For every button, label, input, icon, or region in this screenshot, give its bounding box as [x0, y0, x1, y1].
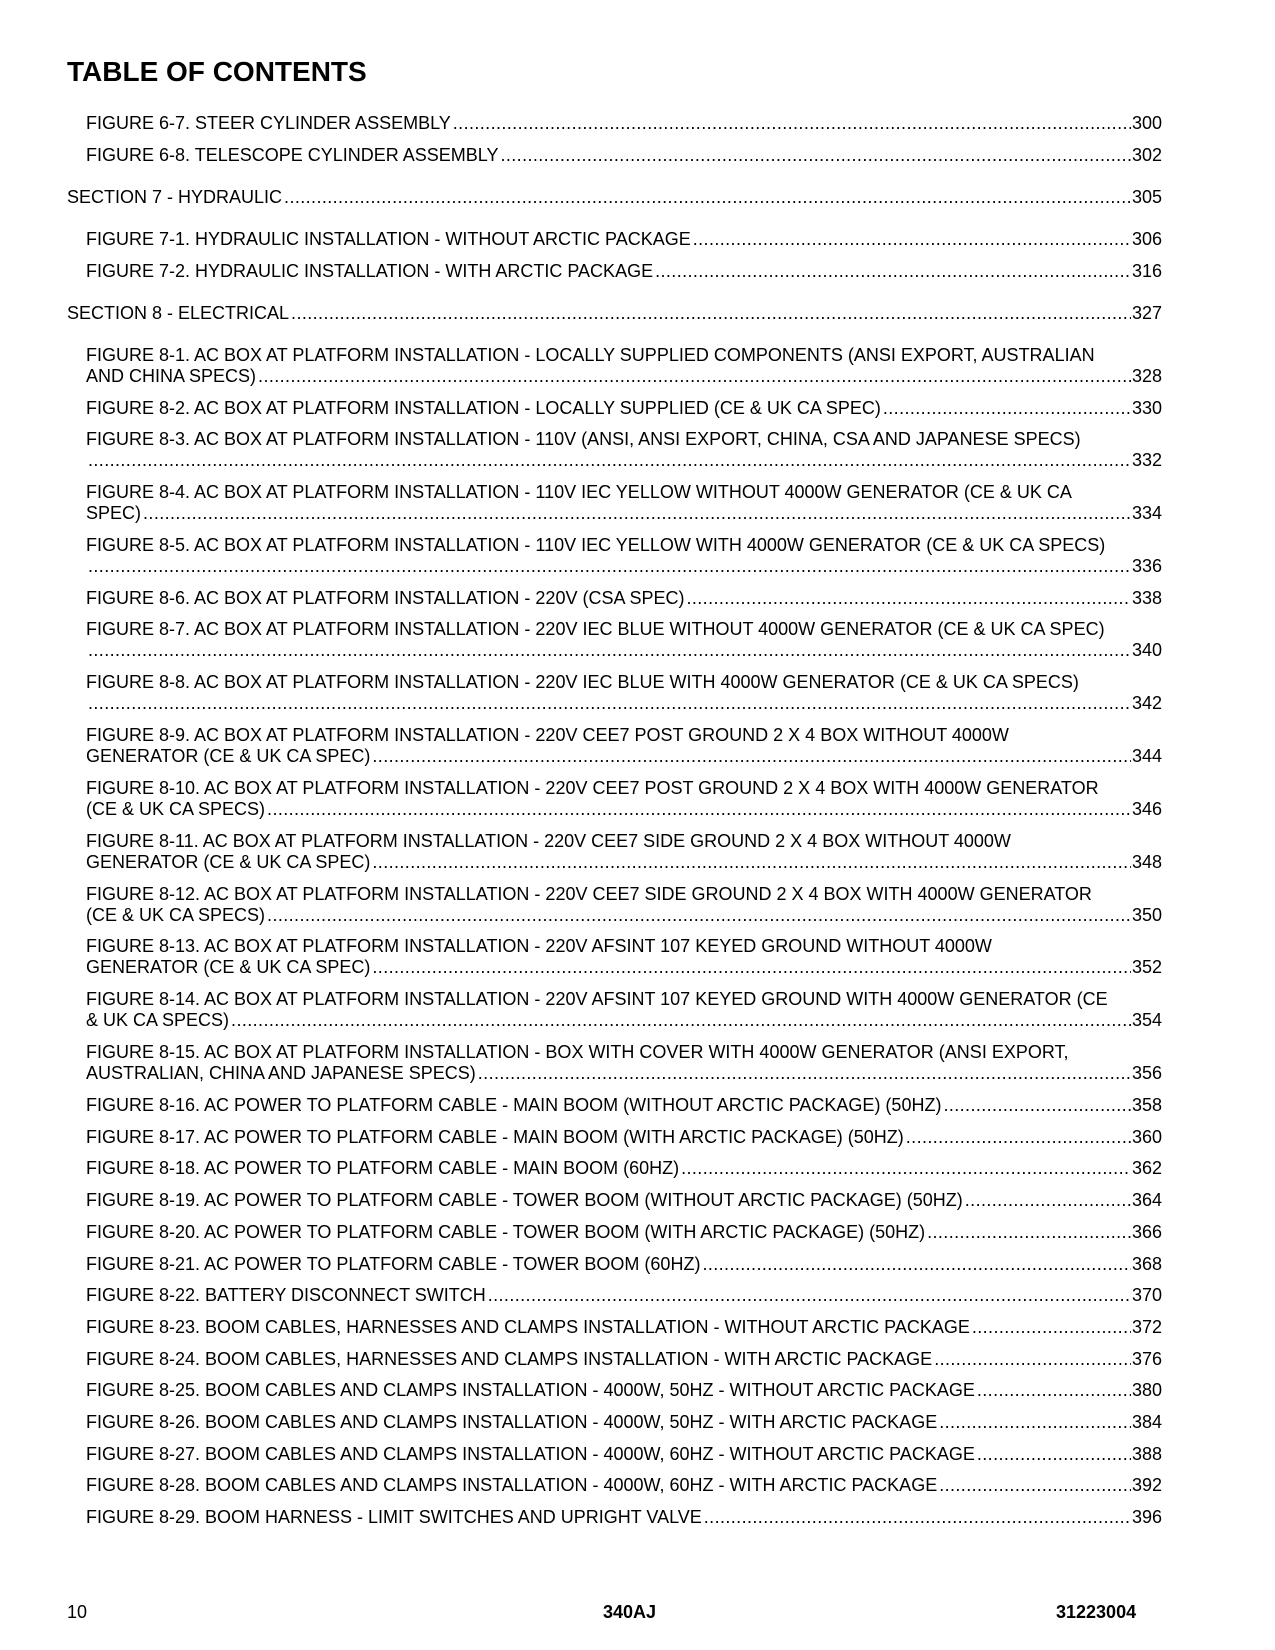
- toc-page-number: 340: [1131, 640, 1162, 660]
- toc-page-number: 352: [1131, 957, 1162, 977]
- toc-page-number: 350: [1131, 905, 1162, 925]
- dot-leader: [686, 588, 1130, 609]
- toc-figure-entry[interactable]: [86, 482, 1162, 524]
- toc-entry-title: FIGURE 7-1. HYDRAULIC INSTALLATION - WITHOUT ARCTIC PACKAGE: [86, 229, 691, 249]
- dot-leader: [883, 398, 1131, 419]
- dot-leader: [939, 1412, 1131, 1433]
- toc-figure-entry[interactable]: [86, 1095, 1162, 1116]
- toc-entry-title: FIGURE 8-1. AC BOX AT PLATFORM INSTALLATION - LOCALLY SUPPLIED COMPONENTS (ANSI EXPORT, AUSTRALIAN: [86, 345, 1095, 365]
- toc-page-number: 327: [1131, 303, 1162, 323]
- dot-leader: [267, 905, 1131, 926]
- toc-entry-title: FIGURE 8-6. AC BOX AT PLATFORM INSTALLATION - 220V (CSA SPEC): [86, 588, 685, 608]
- toc-entry-title: FIGURE 8-13. AC BOX AT PLATFORM INSTALLATION - 220V AFSINT 107 KEYED GROUND WITHOUT 4000W: [86, 936, 992, 956]
- toc-entry-title: FIGURE 8-23. BOOM CABLES, HARNESSES AND CLAMPS INSTALLATION - WITHOUT ARCTIC PACKAGE: [86, 1317, 970, 1337]
- footer-page-number: 10: [67, 1602, 88, 1622]
- toc-page-number: 358: [1131, 1095, 1162, 1115]
- toc-page-number: 356: [1131, 1063, 1162, 1083]
- toc-entry-title: FIGURE 8-10. AC BOX AT PLATFORM INSTALLATION - 220V CEE7 POST GROUND 2 X 4 BOX WITH 4000W GENERATOR: [86, 778, 1099, 798]
- toc-figure-entry[interactable]: [86, 1042, 1162, 1084]
- dot-leader: [372, 852, 1131, 873]
- dot-leader: [453, 113, 1131, 134]
- toc-figure-entry[interactable]: [86, 936, 1162, 978]
- footer-model: 340AJ: [603, 1602, 657, 1622]
- toc-page-number: 330: [1131, 398, 1162, 418]
- toc-entry-title: FIGURE 8-19. AC POWER TO PLATFORM CABLE - TOWER BOOM (WITHOUT ARCTIC PACKAGE) (50HZ): [86, 1190, 963, 1210]
- toc-figure-entry[interactable]: [86, 1412, 1162, 1433]
- toc-page-number: 372: [1131, 1317, 1162, 1337]
- toc-figure-entry[interactable]: [86, 398, 1162, 419]
- dot-leader: [88, 556, 1131, 577]
- toc-figure-entry[interactable]: [86, 1317, 1162, 1338]
- toc-entry-title: FIGURE 8-3. AC BOX AT PLATFORM INSTALLATION - 110V (ANSI, ANSI EXPORT, CHINA, CSA AND JAPANESE SPECS): [86, 429, 1081, 449]
- toc-entry-title: GENERATOR (CE & UK CA SPEC): [86, 957, 371, 977]
- toc-entry-title: GENERATOR (CE & UK CA SPEC): [86, 746, 371, 766]
- toc-figure-entry[interactable]: [86, 1444, 1162, 1465]
- toc-entry-title: FIGURE 8-16. AC POWER TO PLATFORM CABLE - MAIN BOOM (WITHOUT ARCTIC PACKAGE) (50HZ): [86, 1095, 942, 1115]
- dot-leader: [693, 229, 1131, 250]
- toc-entry-title: (CE & UK CA SPECS): [86, 799, 266, 819]
- toc-page-number: 364: [1131, 1190, 1162, 1210]
- dot-leader: [943, 1095, 1131, 1116]
- toc-page-number: 384: [1131, 1412, 1162, 1432]
- toc-page-number: 368: [1131, 1254, 1162, 1274]
- toc-entry-title: SECTION 8 - ELECTRICAL: [67, 303, 290, 323]
- dot-leader: [704, 1507, 1131, 1528]
- toc-figure-entry[interactable]: [86, 725, 1162, 767]
- dot-leader: [965, 1190, 1131, 1211]
- dot-leader: [88, 640, 1131, 661]
- toc-entry-title: FIGURE 8-26. BOOM CABLES AND CLAMPS INSTALLATION - 4000W, 50HZ - WITH ARCTIC PACKAGE: [86, 1412, 938, 1432]
- toc-entry-title: FIGURE 8-11. AC BOX AT PLATFORM INSTALLATION - 220V CEE7 SIDE GROUND 2 X 4 BOX WITHOUT 4000W: [86, 831, 1011, 851]
- toc-page-number: 380: [1131, 1380, 1162, 1400]
- toc-figure-entry[interactable]: [86, 1285, 1162, 1306]
- toc-entry-title: FIGURE 8-18. AC POWER TO PLATFORM CABLE - MAIN BOOM (60HZ): [86, 1158, 680, 1178]
- toc-page-number: 354: [1131, 1010, 1162, 1030]
- dot-leader: [977, 1444, 1131, 1465]
- toc-figure-entry[interactable]: [86, 1254, 1162, 1275]
- toc-figure-entry[interactable]: [86, 429, 1162, 471]
- toc-entry-title: SPEC): [86, 503, 142, 523]
- toc-entry-title: GENERATOR (CE & UK CA SPEC): [86, 852, 371, 872]
- toc-figure-entry[interactable]: [86, 778, 1162, 820]
- toc-figure-entry[interactable]: [86, 1380, 1162, 1401]
- toc-entry-title: SECTION 7 - HYDRAULIC: [67, 187, 283, 207]
- toc-page-number: 300: [1131, 113, 1162, 133]
- toc-page-number: 388: [1131, 1444, 1162, 1464]
- dot-leader: [655, 261, 1131, 282]
- toc-figure-entry[interactable]: [86, 229, 1162, 250]
- toc-figure-entry[interactable]: [86, 261, 1162, 282]
- toc-entry-title: FIGURE 8-9. AC BOX AT PLATFORM INSTALLATION - 220V CEE7 POST GROUND 2 X 4 BOX WITHOUT 4000W: [86, 725, 1009, 745]
- toc-page-number: 366: [1131, 1222, 1162, 1242]
- toc-page-number: 316: [1131, 261, 1162, 281]
- toc-page-number: 334: [1131, 503, 1162, 523]
- dot-leader: [284, 187, 1131, 208]
- toc-entry-title: FIGURE 8-21. AC POWER TO PLATFORM CABLE - TOWER BOOM (60HZ): [86, 1254, 701, 1274]
- toc-page-number: 336: [1131, 556, 1162, 576]
- dot-leader: [939, 1475, 1131, 1496]
- toc-figure-entry[interactable]: [86, 619, 1162, 661]
- dot-leader: [702, 1254, 1131, 1275]
- toc-page-number: 344: [1131, 746, 1162, 766]
- toc-section-entry[interactable]: [67, 303, 1162, 324]
- toc-entry-title: FIGURE 8-28. BOOM CABLES AND CLAMPS INSTALLATION - 4000W, 60HZ - WITH ARCTIC PACKAGE: [86, 1475, 938, 1495]
- toc-figure-entry[interactable]: [86, 113, 1162, 134]
- toc-figure-entry[interactable]: [86, 1507, 1162, 1528]
- dot-leader: [231, 1010, 1131, 1031]
- dot-leader: [478, 1063, 1131, 1084]
- toc-entry-title: FIGURE 8-2. AC BOX AT PLATFORM INSTALLATION - LOCALLY SUPPLIED (CE & UK CA SPEC): [86, 398, 881, 418]
- toc-figure-entry[interactable]: [86, 1158, 1162, 1179]
- toc-entry-title: FIGURE 8-24. BOOM CABLES, HARNESSES AND CLAMPS INSTALLATION - WITH ARCTIC PACKAGE: [86, 1349, 933, 1369]
- toc-page-number: 376: [1131, 1349, 1162, 1369]
- dot-leader: [927, 1222, 1131, 1243]
- toc-page-number: 305: [1131, 187, 1162, 207]
- toc-entry-title: FIGURE 8-17. AC POWER TO PLATFORM CABLE - MAIN BOOM (WITH ARCTIC PACKAGE) (50HZ): [86, 1127, 904, 1147]
- toc-page-number: 392: [1131, 1475, 1162, 1495]
- toc-entry-title: FIGURE 8-8. AC BOX AT PLATFORM INSTALLATION - 220V IEC BLUE WITH 4000W GENERATOR (CE & UK CA SPECS): [86, 672, 1079, 692]
- toc-page-number: 302: [1131, 145, 1162, 165]
- toc-figure-entry[interactable]: [86, 672, 1162, 714]
- toc-entry-title: FIGURE 7-2. HYDRAULIC INSTALLATION - WITH ARCTIC PACKAGE: [86, 261, 654, 281]
- toc-figure-entry[interactable]: [86, 1190, 1162, 1211]
- footer-doc-number: 31223004: [1056, 1602, 1137, 1622]
- dot-leader: [258, 366, 1131, 387]
- page-title: TABLE OF CONTENTS: [67, 56, 367, 87]
- toc-figure-entry[interactable]: [86, 588, 1162, 609]
- toc-figure-entry[interactable]: [86, 345, 1162, 387]
- dot-leader: [906, 1127, 1131, 1148]
- dot-leader: [372, 957, 1131, 978]
- toc-page-number: 362: [1131, 1158, 1162, 1178]
- dot-leader: [88, 693, 1131, 714]
- toc-entry-title: FIGURE 8-27. BOOM CABLES AND CLAMPS INSTALLATION - 4000W, 60HZ - WITHOUT ARCTIC PACKAGE: [86, 1444, 975, 1464]
- dot-leader: [488, 1285, 1131, 1306]
- dot-leader: [500, 145, 1130, 166]
- toc-figure-entry[interactable]: [86, 1349, 1162, 1370]
- toc-entry-title: FIGURE 8-12. AC BOX AT PLATFORM INSTALLATION - 220V CEE7 SIDE GROUND 2 X 4 BOX WITH 4000W GENERATOR: [86, 884, 1092, 904]
- toc-figure-entry[interactable]: [86, 1475, 1162, 1496]
- toc-page-number: 342: [1131, 693, 1162, 713]
- toc-entry-title: FIGURE 6-8. TELESCOPE CYLINDER ASSEMBLY: [86, 145, 499, 165]
- toc-page-number: 346: [1131, 799, 1162, 819]
- toc-entry-title: FIGURE 8-22. BATTERY DISCONNECT SWITCH: [86, 1285, 486, 1305]
- dot-leader: [88, 450, 1131, 471]
- dot-leader: [143, 503, 1131, 524]
- toc-entry-title: FIGURE 8-20. AC POWER TO PLATFORM CABLE - TOWER BOOM (WITH ARCTIC PACKAGE) (50HZ): [86, 1222, 926, 1242]
- toc-entry-title: FIGURE 8-15. AC BOX AT PLATFORM INSTALLATION - BOX WITH COVER WITH 4000W GENERATOR (ANSI EXPORT,: [86, 1042, 1069, 1062]
- toc-figure-entry[interactable]: [86, 535, 1162, 577]
- toc-figure-entry[interactable]: [86, 831, 1162, 873]
- toc-page-number: 370: [1131, 1285, 1162, 1305]
- toc-figure-entry[interactable]: [86, 884, 1162, 926]
- toc-entry-title: FIGURE 8-29. BOOM HARNESS - LIMIT SWITCHES AND UPRIGHT VALVE: [86, 1507, 702, 1527]
- dot-leader: [977, 1380, 1131, 1401]
- dot-leader: [291, 303, 1131, 324]
- toc-entry-title: FIGURE 8-7. AC BOX AT PLATFORM INSTALLATION - 220V IEC BLUE WITHOUT 4000W GENERATOR (CE & UK CA SPEC): [86, 619, 1105, 639]
- toc-page-number: 328: [1131, 366, 1162, 386]
- toc-entry-title: FIGURE 8-14. AC BOX AT PLATFORM INSTALLATION - 220V AFSINT 107 KEYED GROUND WITH 4000W GENERATOR (CE: [86, 989, 1108, 1009]
- toc-figure-entry[interactable]: [86, 145, 1162, 166]
- toc-entry-title: AUSTRALIAN, CHINA AND JAPANESE SPECS): [86, 1063, 476, 1083]
- toc-figure-entry[interactable]: [86, 1222, 1162, 1243]
- toc-entry-title: (CE & UK CA SPECS): [86, 905, 266, 925]
- toc-page-number: 332: [1131, 450, 1162, 470]
- dot-leader: [681, 1158, 1131, 1179]
- toc-entry-title: FIGURE 6-7. STEER CYLINDER ASSEMBLY: [86, 113, 451, 133]
- toc-page-number: 396: [1131, 1507, 1162, 1527]
- toc-entry-title: FIGURE 8-4. AC BOX AT PLATFORM INSTALLATION - 110V IEC YELLOW WITHOUT 4000W GENERATOR (CE & UK CA: [86, 482, 1072, 502]
- toc-page-number: 338: [1131, 588, 1162, 608]
- toc-figure-entry[interactable]: [86, 1127, 1162, 1148]
- dot-leader: [267, 799, 1131, 820]
- toc-section-entry[interactable]: [67, 187, 1162, 208]
- toc-page-number: 348: [1131, 852, 1162, 872]
- toc-entry-title: AND CHINA SPECS): [86, 366, 257, 386]
- dot-leader: [972, 1317, 1131, 1338]
- toc-page-number: 360: [1131, 1127, 1162, 1147]
- dot-leader: [934, 1349, 1131, 1370]
- dot-leader: [372, 746, 1131, 767]
- toc-entry-title: FIGURE 8-25. BOOM CABLES AND CLAMPS INSTALLATION - 4000W, 50HZ - WITHOUT ARCTIC PACKAGE: [86, 1380, 975, 1400]
- toc-entry-title: & UK CA SPECS): [86, 1010, 230, 1030]
- toc-figure-entry[interactable]: [86, 989, 1162, 1031]
- toc-entry-title: FIGURE 8-5. AC BOX AT PLATFORM INSTALLATION - 110V IEC YELLOW WITH 4000W GENERATOR (CE & UK CA SPECS): [86, 535, 1106, 555]
- toc-page-number: 306: [1131, 229, 1162, 249]
